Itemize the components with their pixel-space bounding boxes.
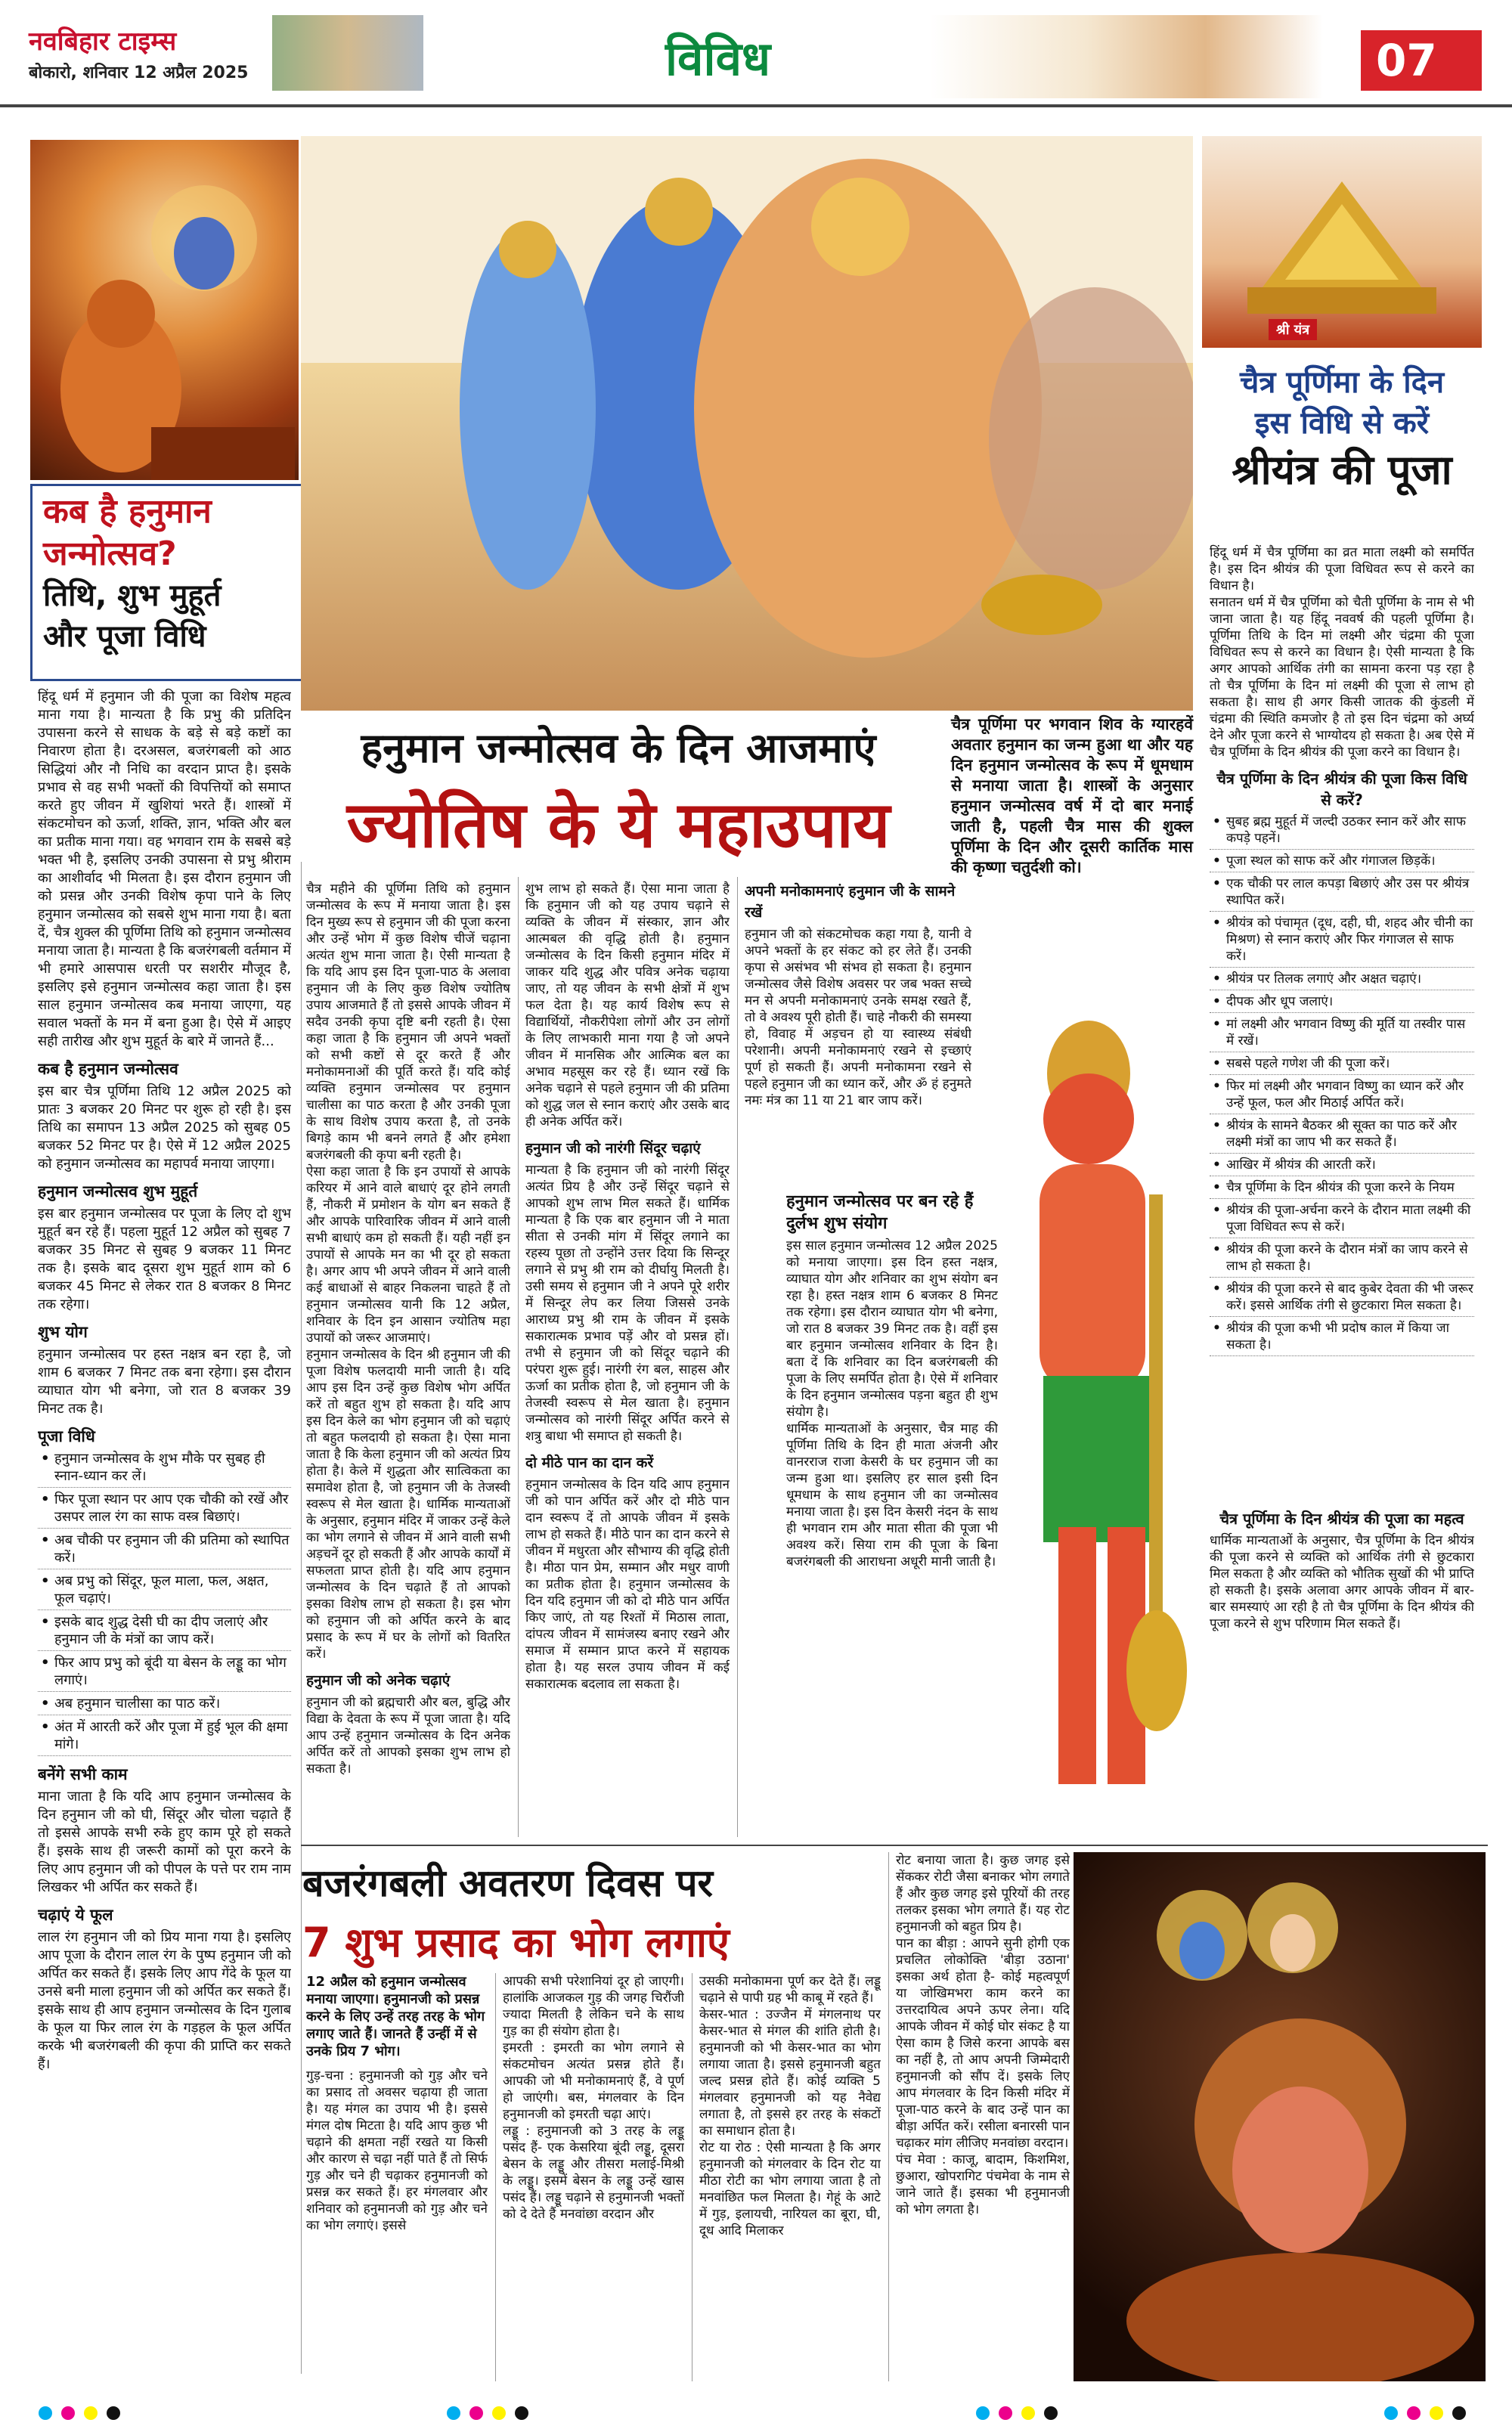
section-title: विविध bbox=[665, 31, 771, 86]
bottom-col-4 bbox=[896, 1852, 1070, 2381]
center-col-3-bottom bbox=[786, 1191, 998, 1841]
center-subhead-sindoor: हनुमान जी को नारंगी सिंदूर चढ़ाएं bbox=[525, 1140, 701, 1157]
left-headline-line-3: तिथि, शुभ मुहूर्त bbox=[43, 578, 222, 613]
left-para-muhurat: इस बार हनुमान जन्मोत्सव पर पूजा के लिए दो शुभ मुहूर्त बन रहे हैं। पहला मुहूर्त 12 अप्रैल को सुबह 7 बजकर 35 मिनट से सुबह 9 बजकर 11 मिनट तक है। इसके बाद दूसरा शुभ मुहूर्त शाम को 6 बजकर 45 मिनट से लेकर रात 8 बजकर 8 मिनट तक रहेगा। bbox=[38, 1206, 291, 1312]
list-item: • श्रीयंत्र के सामने बैठकर श्री सूक्त का पाठ करें और लक्ष्मी मंत्रों का जाप भी कर सकते हैं। bbox=[1210, 1117, 1474, 1154]
left-headline-line-2: जन्मोत्सव? bbox=[43, 534, 177, 573]
right-kaise-list bbox=[1210, 813, 1474, 1356]
center-headline-line-1: हनुमान जन्मोत्सव के दिन आजमाएं bbox=[361, 724, 876, 772]
center-col-1 bbox=[306, 881, 510, 1841]
right-para-mahatva: धार्मिक मान्यताओं के अनुसार, चैत्र पूर्णिमा के दिन श्रीयंत्र की पूजा करने से व्यक्ति को आर्थिक तंगी से छुटकारा मिल सकता है और व्यक्ति को भौतिक सुखों की भी प्राप्ति हो सकती है। इसके अलावा अगर आपके जीवन में बार-बार समस्याएं आ रही है तो चैत्र पूर्णिमा के दिन श्रीयंत्र की पूजा करने से शुभ परिणाम मिल सकते हैं। bbox=[1210, 1533, 1474, 1631]
center-headline-area bbox=[301, 711, 943, 862]
bottom-col-2 bbox=[503, 1973, 684, 2381]
bottom-col-1 bbox=[306, 1973, 488, 2381]
right-intro: हिंदू धर्म में चैत्र पूर्णिमा का व्रत माता लक्ष्मी को समर्पित है। इस दिन श्रीयंत्र की पूजा विधिवत रूप से करने का विधान है। सनातन धर्म में चैत्र पूर्णिमा को चैती पूर्णिमा के नाम से भी जाना जाता है। यह हिंदू नववर्ष की पहली पूर्णिमा है। पूर्णिमा तिथि के दिन मां लक्ष्मी और चंद्रमा की पूजा विधिवत रूप से करने का विधान है। ऐसी मान्यता है कि अगर आपको आर्थिक तंगी का सामना करना पड़ रहा है तो चैत्र पूर्णिमा के दिन मां लक्ष्मी की पूजा से लाभ हो सकता है। साथ ही अगर किसी जातक की कुंडली में चंद्रमा की स्थिति कमजोर है तो इस दिन चंद्रमा को अर्घ्य देने और पूजा करने से भाग्योदय हो सकता है। अब ऐसे में चैत्र पूर्णिमा के दिन श्रीयंत्र की पूजा करने का विधान है। bbox=[1210, 545, 1474, 760]
bottom-headline-line-1: बजरंगबली अवतरण दिवस पर bbox=[302, 1861, 713, 1905]
center-col-2 bbox=[525, 881, 730, 1841]
right-subhead-mahatva: चैत्र पूर्णिमा के दिन श्रीयंत्र की पूजा का महत्व bbox=[1219, 1510, 1464, 1528]
page-number-box bbox=[1361, 30, 1482, 91]
left-subhead-phool: चढ़ाएं ये फूल bbox=[38, 1906, 113, 1924]
right-mahatva bbox=[1210, 1501, 1474, 1833]
masthead-rule bbox=[0, 104, 1512, 107]
left-headline-box bbox=[30, 484, 303, 681]
list-item: • इसके बाद शुद्ध देसी घी का दीप जलाएं और हनुमान जी के मंत्रों का जाप करें। bbox=[38, 1613, 291, 1651]
hanuman-ram-portrait bbox=[30, 140, 299, 480]
left-para-kaam: माना जाता है कि यदि आप हनुमान जन्मोत्सव के दिन हनुमान जी को घी, सिंदूर और चोला चढ़ाते हैं तो इससे आपके सभी रुके हुए काम पूरे हो सकते हैं। इसके साथ ही जरूरी कामों को पूरा करने के लिए आप हनुमान जी को पीपल के पत्ते पर राम नाम लिखकर भी अर्पित कर सकते हैं। bbox=[38, 1789, 291, 1895]
collage-banner bbox=[272, 15, 423, 91]
list-item: • श्रीयंत्र पर तिलक लगाएं और अक्षत चढ़ाएं। bbox=[1210, 971, 1474, 990]
left-subhead-kaam: बनेंगे सभी काम bbox=[38, 1765, 128, 1783]
bottom-lead: 12 अप्रैल को हनुमान जन्मोत्सव मनाया जाएगा। हनुमानजी को प्रसन्न करने के लिए उन्हें तरह तरह के भोग लगाए जाते हैं। जानते हैं उन्हीं में से उनके प्रिय 7 भोग। bbox=[306, 1974, 485, 2059]
left-intro: हिंदू धर्म में हनुमान जी की पूजा का विशेष महत्व माना गया है। मान्यता है कि प्रभु की प्रतिदिन उपासना करने से साधक के बड़े से बड़े कष्टों का निवारण होता है। दरअसल, बजरंगबली को आठ सिद्धियां और नौ निधि का वरदान प्राप्त है। इसके प्रभाव से वह सभी भक्तों की विपत्तियों को समाप्त करते हुए जीवन में खुशियां भरते हैं। शास्त्रों में संकटमोचन को ऊर्जा, शक्ति, ज्ञान, भक्ति और बल का प्रतीक माना गया। वह भगवान राम के सबसे बड़े भक्त भी है, इसलिए उनकी उपासना से प्रभु श्रीराम का आशीर्वाद भी मिलता है। इस दौरान हनुमान जी को प्रसन्न और उनकी विशेष कृपा पाने के लिए हनुमान जन्मोत्सव को सबसे शुभ माना गया है। बता दें, चैत्र शुक्ल की पूर्णिमा तिथि को हनुमान जन्मोत्सव मनाया जाता है। मान्यता है कि बजरंगबली वर्तमान में भी हमारे आसपास धरती पर सशरीर मौजूद है, इसलिए इसे हनुमान जन्मोत्सव कहा जाता है। इस साल हनुमान जन्मोत्सव कब मनाया जाएगा, यह सवाल भक्तों के मन में बना हुआ है। ऐसे में आइए सही तारीख और शुभ मुहूर्त के बारे में जानते हैं... bbox=[38, 689, 291, 1049]
list-item: • श्रीयंत्र की पूजा करने के दौरान मंत्रों का जाप करने से लाभ हो सकता है। bbox=[1210, 1241, 1474, 1278]
list-item: • सुबह ब्रह्म मुहूर्त में जल्दी उठकर स्नान करें और साफ कपड़े पहनें। bbox=[1210, 813, 1474, 850]
hanuman-flying-illustration bbox=[930, 15, 1323, 98]
center-subhead-sanyog: हनुमान जन्मोत्सव पर बन रहे हैं दुर्लभ शुभ संयोग bbox=[786, 1192, 974, 1233]
center-para-paan: हनुमान जन्मोत्सव के दिन यदि आप हनुमान जी को पान अर्पित करें और दो मीठे पान दान स्वरूप दें तो आपके जीवन में इसके लाभ हो सकते हैं। मीठे पान का दान करने से जीवन में मधुरता और सौभाग्य की वृद्धि होती है। मीठा पान प्रेम, सम्मान और मधुर वाणी का प्रतीक होता है। हनुमान जन्मोत्सव के दिन यदि हनुमान जी को दो मीठे पान अर्पित किए जाएं, तो यह रिश्तों में मिठास लाता, दांपत्य जीवन में सामंजस्य बनाए रखने और समाज में सम्मान प्राप्त करने में सहायक होता है। यह सरल उपाय जीवन में कई सकारात्मक बदलाव ला सकता है। bbox=[525, 1477, 730, 1692]
left-headline-line-4: और पूजा विधि bbox=[43, 619, 206, 654]
center-para-manokamna: हनुमान जी को संकटमोचक कहा गया है, यानी वे अपने भक्तों के हर संकट को हर लेते हैं। उनकी कृपा से असंभव भी संभव हो सकता है। हनुमान जन्मोत्सव जैसे विशेष अवसर पर जब भक्त सच्चे मन से अपनी मनोकामनाएं उनके समक्ष रखते हैं, तो वे अवश्य पूरी होती हैं। चाहे नौकरी की समस्या हो, विवाह में अड़चन हो या स्वास्थ्य संबंधी परेशानी। अपनी मनोकामनाएं रखने से इच्छाएं पूर्ण हो सकती हैं। अपनी मनोकामना रखने से पहले हनुमान जी का ध्यान करें, और ॐ हं हनुमते नमः मंत्र का 11 या 21 बार जाप करें। bbox=[745, 927, 971, 1108]
left-headline-line-1: कब है हनुमान bbox=[43, 492, 212, 531]
column-divider bbox=[888, 1852, 889, 2381]
center-para-sindoor: मान्यता है कि हनुमान जी को नारंगी सिंदूर अत्यंत प्रिय है और उन्हें सिंदूर चढ़ाने से आपको शुभ लाभ मिल सकते हैं। धार्मिक मान्यता है कि एक बार हनुमान जी ने माता सीता से उनकी मांग में सिंदूर लगाने का रहस्य पूछा तो उन्होंने उत्तर दिया कि सिन्दूर लगाने से प्रभु श्री राम को दीर्घायु मिलती है। उसी समय से हनुमान जी ने अपने पूरे शरीर में सिन्दूर लेप कर लिया जिससे उनके आराध्य प्रभु श्री राम के जीवन में इसके सकारात्मक प्रभाव पड़ें और वो प्रसन्न हों। तभी से हनुमान जी को सिंदूर चढ़ाने की परंपरा शुरू हुई। नारंगी रंग बल, साहस और ऊर्जा का प्रतीक होता है, जो हनुमान जी के तेजस्वी स्वरूप से मेल खाता है। हनुमान जन्मोत्सव को नारंगी सिंदूर अर्पित करने से शत्रु बाधा भी समाप्त हो सकती है। bbox=[525, 1163, 730, 1444]
shri-yantra-caption: श्री यंत्र bbox=[1269, 319, 1317, 340]
list-item: • फिर आप प्रभु को बूंदी या बेसन के लड्डू का भोग लगाएं। bbox=[38, 1654, 291, 1692]
list-item: • फिर मां लक्ष्मी और भगवान विष्णु का ध्यान करें और उन्हें फूल, फल और मिठाई अर्पित करें। bbox=[1210, 1078, 1474, 1114]
list-item: • अब हनुमान चालीसा का पाठ करें। bbox=[38, 1695, 291, 1715]
list-item: • चैत्र पूर्णिमा के दिन श्रीयंत्र की पूजा करने के नियम bbox=[1210, 1179, 1474, 1199]
list-item: • दीपक और धूप जलाएं। bbox=[1210, 993, 1474, 1013]
left-article bbox=[38, 688, 291, 2366]
brand-logo: नवबिहार टाइम्स bbox=[29, 26, 177, 57]
bottom-col3-text: उसकी मनोकामना पूर्ण कर देते हैं। लड्डू चढ़ाने से पापी ग्रह भी काबू में रहते हैं। केसर-भात : उज्जैन में मंगलनाथ पर केसर-भात से मंगल की शांति होती है। हनुमानजी को भी केसर-भात का भोग लगाया जाता है। इससे हनुमानजी बहुत जल्द प्रसन्न होते हैं। कोई व्यक्ति 5 मंगलवार हनुमानजी को यह नैवेद्य लगाता है, तो इससे हर तरह के संकटों का समाधान होता है। रोट या रोठ : ऐसी मान्यता है कि अगर हनुमानजी को मंगलवार के दिन रोट या मीठा रोटी का भोग लगाया जाता है तो मनवांछित फल मिलता है। गेहूं के आटे में गुड़, इलायची, नारियल का बूरा, घी, दूध आदि मिलाकर bbox=[699, 1974, 881, 2238]
hanuman-ram-sita-poster bbox=[1074, 1852, 1486, 2381]
section-rule bbox=[301, 1845, 1488, 1846]
right-headline-line-2: इस विधि से करें bbox=[1254, 406, 1430, 441]
left-para-when: इस बार चैत्र पूर्णिमा तिथि 12 अप्रैल 2025 को प्रातः 3 बजकर 20 मिनट पर शुरू हो रही है। इस तिथि का समापन 13 अप्रैल 2025 को सुबह 05 बजकर 52 मिनट पर है। ऐसे में 12 अप्रैल 2025 को हनुमान जन्मोत्सव का महापर्व मनाया जाएगा। bbox=[38, 1083, 291, 1172]
page-number: 07 bbox=[1376, 35, 1437, 86]
center-col2-text: शुभ लाभ हो सकते हैं। ऐसा माना जाता है कि हनुमान जी को यह उपाय चढ़ाने से व्यक्ति के जीवन में संस्कार, ज्ञान और आत्मबल की वृद्धि होती है। हनुमान जन्मोत्सव के दिन किसी हनुमान मंदिर में जाकर यदि शुद्ध और पवित्र अनेक चढ़ाया जाए, तो यह जीवन के सभी क्षेत्रों में शुभ फल देता है। यह कार्य विशेष रूप से विद्यार्थियों, नौकरीपेशा लोगों और उन लोगों के लिए लाभकारी माना गया है जो अपने जीवन में मानसिक और आत्मिक बल का अभाव महसूस कर रहे हैं। ध्यान रखें कि अनेक चढ़ाने से पहले हनुमान जी की प्रतिमा को शुद्ध जल से स्नान कराएं और उसके बाद ही अनेक अर्पित करें। bbox=[525, 881, 730, 1129]
list-item: • श्रीयंत्र की पूजा करने से बाद कुबेर देवता की भी जरूर करें। इससे आर्थिक तंगी से छुटकारा मिल सकता है। bbox=[1210, 1281, 1474, 1317]
list-item: • पूजा स्थल को साफ करें और गंगाजल छिड़कें। bbox=[1210, 853, 1474, 872]
right-subhead-kaise: चैत्र पूर्णिमा के दिन श्रीयंत्र की पूजा किस विधि से करें? bbox=[1216, 770, 1467, 809]
footer-registration-marks bbox=[0, 2396, 1512, 2429]
center-subhead-paan: दो मीठे पान का दान करें bbox=[525, 1455, 654, 1471]
list-item: • आखिर में श्रीयंत्र की आरती करें। bbox=[1210, 1157, 1474, 1176]
left-subhead-when: कब है हनुमान जन्मोत्सव bbox=[38, 1060, 178, 1078]
masthead bbox=[0, 0, 1512, 110]
list-item: • श्रीयंत्र की पूजा-अर्चना करने के दौरान माता लक्ष्मी की पूजा विधिवत रूप से करें। bbox=[1210, 1202, 1474, 1238]
ram-hanuman-painting bbox=[301, 136, 1193, 711]
bottom-col4-text: रोट बनाया जाता है। कुछ जगह इसे सेंककर रोटी जैसा बनाकर भोग लगाते हैं और कुछ जगह इसे पूरियों की तरह तलकर इसका भोग लगाते हैं। यह रोट हनुमानजी को बहुत प्रिय है। पान का बीड़ा : आपने सुनी होगी एक प्रचलित लोकोक्ति 'बीड़ा उठाना' इसका अर्थ होता है- कोई महत्वपूर्ण या जोखिमभरा काम करने का उत्तरदायित्व अपने ऊपर लेना। यदि आपके जीवन में कोई घोर संकट है या ऐसा काम है जिसे करना आपके बस का नहीं है, तो आप अपनी जिम्मेदारी हनुमानजी को सौंप दें। इसके लिए आप मंगलवार के दिन किसी मंदिर में पूजा-पाठ करने के बाद उन्हें पान का बीड़ा अर्पित करें। रसीला बनारसी पान चढ़ाकर मांग लीजिए मनवांछा वरदान। पंच मेवा : काजू, बादाम, किशमिश, छुआरा, खोपरागिट पंचमेवा के नाम से जाने जाते हैं। इसका भी हनुमानजी को भोग लगता है। bbox=[896, 1853, 1070, 2217]
bottom-col1-text: गुड़-चना : हनुमानजी को गुड़ और चने का प्रसाद तो अवसर चढ़ाया ही जाता है। यह मंगल का उपाय भी है। इससे मंगल दोष मिटता है। यदि आप कुछ भी चढ़ाने की क्षमता नहीं रखते या किसी और कारण से चढ़ा नहीं पाते हैं तो सिर्फ गुड़ और चने ही चढ़ाकर हनुमानजी को प्रसन्न कर सकते हैं। हर मंगलवार और शनिवार को हनुमानजी को गुड़ और चने का भोग लगाएं। इससे bbox=[306, 2068, 488, 2233]
left-para-yog: हनुमान जन्मोत्सव पर हस्त नक्षत्र बन रहा है, जो शाम 6 बजकर 7 मिनट तक बना रहेगा। इस दौरान व्याघात योग भी बनेगा, जो रात 8 बजकर 39 मिनट तक है। bbox=[38, 1346, 291, 1417]
right-headline-box bbox=[1202, 352, 1482, 533]
center-col1-text: चैत्र महीने की पूर्णिमा तिथि को हनुमान जन्मोत्सव के रूप में मनाया जाता है। इस दिन मुख्य रूप से हनुमान जी की पूजा करना और उन्हें भोग में कुछ विशेष चीजें चढ़ाना अत्यंत शुभ माना जाता है। ऐसी मान्यता है कि यदि आप इस दिन पूजा-पाठ के अलावा हनुमान जी के लिए कुछ विशेष ज्योतिष उपाय आजमाते हैं तो इससे आपके जीवन में सदैव उनकी कृपा दृष्टि बनी रहती है। ऐसा कहा जाता है कि हनुमान जी अपने भक्तों को सभी कष्टों से दूर करते हैं और मनोकामनाओं की पूर्ति करते हैं। यदि कोई व्यक्ति हनुमान जन्मोत्सव पर हनुमान चालीसा का पाठ करता है और उनकी पूजा के साथ विशेष उपाय करता है, तो उनके बिगड़े काम भी बनने लगते हैं और हमेशा बजरंगबली की कृपा बनी रहती है। ऐसा कहा जाता है कि इन उपायों से आपके करियर में आने वाले बाधाएं दूर होने लगती हैं, नौकरी में प्रमोशन के योग बन सकते हैं और आपके पारिवारिक जीवन में आने वाली सभी बाधाएं कम हो सकती हैं। यही नहीं इन उपायों से आपके मन का भी दूर हो सकता है। अगर आप भी अपने जीवन में आने वाली कई बाधाओं से बाहर निकलना चाहते हैं तो हनुमान जन्मोत्सव यानी कि 12 अप्रैल, शनिवार के दिन इन आसान ज्योतिष महा उपायों को जरूर आजमाएं। हनुमान जन्मोत्सव के दिन श्री हनुमान जी की पूजा विशेष फलदायी मानी जाती है। यदि आप इस दिन उन्हें कुछ विशेष भोग अर्पित करें तो बहुत शुभ हो सकता है। यदि आप इस दिन केले का भोग हनुमान जी को चढ़ाएं तो बहुत फलदायी हो सकता है। ऐसा माना जाता है कि केला हनुमान जी को अत्यंत प्रिय होता है। केले में शुद्धता और सात्विकता का समावेश होता है, जो हनुमान जी के तेजस्वी स्वरूप से मेल खाता है। धार्मिक मान्यताओं के अनुसार, हनुमान मंदिर में जाकर उन्हें केले का भोग लगाने से जीवन में आने वाली सभी अड़चनें दूर हो सकती हैं और आपके कार्यों में सफलता प्राप्त होती है। यदि आप हनुमान जन्मोत्सव के दिन चढ़ाते हैं तो आपको इसका विशेष लाभ हो सकता है। इस भोग को हनुमान जी को अर्पित करने के बाद प्रसाद के रूप में घर के लोगों को वितरित करें। bbox=[306, 881, 510, 1662]
section-banner bbox=[423, 15, 847, 98]
right-headline-line-1: चैत्र पूर्णिमा के दिन bbox=[1239, 365, 1445, 400]
list-item: • अब चौकी पर हनुमान जी की प्रतिमा को स्थापित करें। bbox=[38, 1532, 291, 1569]
column-divider bbox=[518, 877, 519, 1837]
list-item: • श्रीयंत्र को पंचामृत (दूध, दही, घी, शहद और चीनी का मिश्रण) से स्नान कराएं और फिर गंगाजल से साफ करें। bbox=[1210, 915, 1474, 968]
right-headline-line-3: श्रीयंत्र की पूजा bbox=[1232, 446, 1452, 494]
center-para-ajay: हनुमान जी को ब्रह्मचारी और बल, बुद्धि और विद्या के देवता के रूप में पूजा जाता है। यदि आप उन्हें हनुमान जन्मोत्सव के दिन अनेक अर्पित करें तो आपको इसका शुभ लाभ हो सकता है। bbox=[306, 1695, 510, 1777]
left-subhead-yog: शुभ योग bbox=[38, 1323, 88, 1341]
bottom-col-3 bbox=[699, 1973, 881, 2381]
left-para-phool: लाल रंग हनुमान जी को प्रिय माना गया है। इसलिए आप पूजा के दौरान लाल रंग के पुष्प हनुमान जी को अर्पित कर सकते हैं। इसके लिए आप गेंदे के फूल या उनसे बनी माला हनुमान जी को अर्पित कर सकते हैं। इसके साथ ही आप हनुमान जन्मोत्सव के दिन गुलाब के फूल या फिर लाल रंग के गड़हल के फूल अर्पित करके भी बजरंगबली की कृपा की प्राप्ति कर सकते हैं। bbox=[38, 1929, 291, 2072]
column-divider bbox=[495, 1973, 496, 2381]
center-para-sanyog: इस साल हनुमान जन्मोत्सव 12 अप्रैल 2025 को मनाया जाएगा। इस दिन हस्त नक्षत्र, व्याघात योग और शनिवार का शुभ संयोग बन रहा है। हस्त नक्षत्र शाम 6 बजकर 8 मिनट तक रहेगा। इस दौरान व्याघात योग भी बनेगा, जो रात 8 बजकर 39 मिनट तक है। वहीं इस बार हनुमान जन्मोत्सव शनिवार के दिन है। बता दें कि शनिवार का दिन बजरंगबली की पूजा के लिए समर्पित होता है। ऐसे में शनिवार के दिन हनुमान जन्मोत्सव पड़ना बहुत ही शुभ संयोग है। धार्मिक मान्यताओं के अनुसार, चैत्र माह की पूर्णिमा तिथि के दिन ही माता अंजनी और वानरराज राजा केसरी के घर हनुमान जी का जन्म हुआ था। इसलिए हर साल इसी दिन धूमधाम के साथ हनुमान जी का जन्मोत्सव मनाया जाता है। इस दिन केसरी नंदन के साथ ही भगवान राम और माता सीता की पूजा भी अवश्य करें। सिया राम की पूजा के बिना बजरंगबली की आराधना अधूरी मानी जाती है। bbox=[786, 1238, 998, 1569]
center-headline-line-2: ज्योतिष के ये महाउपाय bbox=[346, 788, 891, 862]
bottom-headline-line-2: 7 शुभ प्रसाद का भोग लगाएं bbox=[302, 1919, 730, 1966]
list-item: • अंत में आरती करें और पूजा में हुई भूल की क्षमा मांगे। bbox=[38, 1718, 291, 1756]
list-item: • हनुमान जन्मोत्सव के शुभ मौके पर सुबह ही स्नान-ध्यान कर लें। bbox=[38, 1450, 291, 1488]
list-item: • मां लक्ष्मी और भगवान विष्णु की मूर्ति या तस्वीर पास में रखें। bbox=[1210, 1016, 1474, 1052]
list-item: • श्रीयंत्र की पूजा कभी भी प्रदोष काल में किया जा सकता है। bbox=[1210, 1320, 1474, 1356]
dateline: बोकारो, शनिवार 12 अप्रैल 2025 bbox=[29, 64, 249, 82]
right-article bbox=[1210, 544, 1474, 1497]
center-subhead-manokamna: अपनी मनोकामनाएं हनुमान जी के सामने रखें bbox=[745, 883, 956, 921]
left-subhead-vidhi: पूजा विधि bbox=[38, 1427, 95, 1445]
list-item: • अब प्रभु को सिंदूर, फूल माला, फल, अक्षत, फूल चढ़ाएं। bbox=[38, 1572, 291, 1610]
left-subhead-muhurat: हनुमान जन्मोत्सव शुभ मुहूर्त bbox=[38, 1182, 198, 1201]
column-divider bbox=[737, 877, 738, 1837]
list-item: • फिर पूजा स्थान पर आप एक चौकी को रखें और उसपर लाल रंग का साफ वस्त्र बिछाएं। bbox=[38, 1491, 291, 1529]
bottom-col2-text: आपकी सभी परेशानियां दूर हो जाएगी। हालांकि आजकल गुड़ की जगह चिरौंजी ज्यादा मिलती है लेकिन चने के साथ गुड़ का ही संयोग होता है। इमरती : इमरती का भोग लगाने से संकटमोचन अत्यंत प्रसन्न होते हैं। आपकी जो भी मनोकामनाएं हैं, वे पूर्ण हो जाएंगी। बस, मंगलवार के दिन हनुमानजी को इमरती चढ़ा आएं। लड्डू : हनुमानजी को 3 तरह के लड्डू पसंद हैं- एक केसरिया बूंदी लड्डू, दूसरा बेसन के लड्डू और तीसरा मलाई-मिश्री के लड्डू। इसमें बेसन के लड्डू उन्हें खास पसंद हैं। लड्डू चढ़ाने से हनुमानजी भक्तों को दे देते हैं मनवांछा वरदान और bbox=[503, 1974, 684, 2222]
list-item: • सबसे पहले गणेश जी की पूजा करें। bbox=[1210, 1055, 1474, 1075]
list-item: • एक चौकी पर लाल कपड़ा बिछाएं और उस पर श्रीयंत्र स्थापित करें। bbox=[1210, 875, 1474, 912]
shri-yantra-photo bbox=[1202, 136, 1482, 348]
hanuman-standing-figure bbox=[998, 968, 1202, 1837]
center-col-3-top bbox=[745, 881, 971, 1187]
left-vidhi-list bbox=[38, 1450, 291, 1756]
center-subhead-ajay: हनुमान जी को अनेक चढ़ाएं bbox=[306, 1672, 451, 1689]
center-callout: चैत्र पूर्णिमा पर भगवान शिव के ग्यारहवें अवतार हनुमान का जन्म हुआ था और यह दिन हनुमान जन्मोत्सव के रूप में धूमधाम से मनाया जाता है। शास्त्रों के अनुसार हनुमान जन्मोत्सव वर्ष में दो बार मनाई जाती है, पहली चैत्र मास की शुक्ल पूर्णिमा के दिन और दूसरी कार्तिक मास की कृष्णा चतुर्दशी को। bbox=[951, 715, 1193, 876]
